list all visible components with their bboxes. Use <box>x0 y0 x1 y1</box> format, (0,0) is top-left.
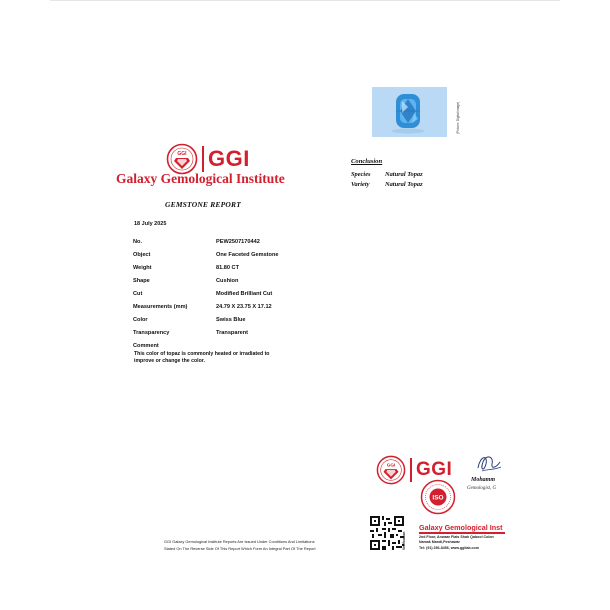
gem-photo <box>372 87 447 137</box>
field-label: Transparency <box>133 329 170 336</box>
field-value: One Faceted Gemstone <box>216 252 279 259</box>
report-title: GEMSTONE REPORT <box>165 200 242 209</box>
address-line-2: Namak Mandi,Peshawar <box>419 540 460 544</box>
brand-short: GGI <box>208 146 250 171</box>
footer-note-line: Stated On The Reverse Side Of This Report Which Form An Integral Part Of The Report <box>164 545 316 551</box>
conclusion-variety <box>351 181 423 188</box>
field-label: Comment <box>133 342 159 349</box>
field-value: 81.80 CT <box>216 265 240 272</box>
address-line-1: 2nd Floor, Anwaar Flats Shah Qabool Colon <box>419 535 494 539</box>
logo-divider <box>202 146 204 172</box>
field-row <box>133 249 278 262</box>
conclusion-key: Species <box>351 171 371 178</box>
field-row <box>133 313 278 326</box>
field-label: Shape <box>133 278 150 285</box>
logo-divider <box>410 458 412 482</box>
comment-text: This color of topaz is commonly heated or irradiated to improve or change the color. <box>134 351 270 365</box>
field-row <box>133 236 278 249</box>
signature-icon <box>474 450 504 476</box>
verification-label: Verification <box>402 531 406 550</box>
qr-code-icon <box>370 516 404 550</box>
phone-line: Tel: (91) 256-8456, www.ggilab.com <box>419 546 479 550</box>
field-value: 24.79 X 23.75 X 17.12 <box>216 303 272 310</box>
field-label: No. <box>133 239 143 246</box>
org-name: Galaxy Gemological Inst <box>419 523 503 532</box>
conclusion-heading: Conclusion <box>351 158 383 165</box>
conclusion-value: Natural Topaz <box>385 171 423 178</box>
conclusion-value: Natural Topaz <box>385 181 423 188</box>
svg-text:GGI: GGI <box>177 151 187 157</box>
photo-caption: (Picture: Digital image) <box>456 101 460 134</box>
svg-text:GGI: GGI <box>386 462 396 468</box>
top-divider <box>50 0 560 1</box>
report-date: 18 July 2025 <box>134 221 167 227</box>
signatory-title: Gemologist, G <box>467 486 497 491</box>
org-underline <box>419 532 505 534</box>
field-row <box>133 262 278 275</box>
field-value: Modified Brilliant Cut <box>216 291 273 297</box>
field-label: Color <box>133 316 148 323</box>
footer-note-line: GGI Galaxy Gemological Institute Reports Are Issued Under Conditions And Limitations <box>164 539 315 544</box>
brand-short: GGI <box>416 459 453 480</box>
field-label: Measurements (mm) <box>133 303 188 310</box>
gemstone-image <box>372 87 447 137</box>
iso-seal-icon <box>420 479 456 515</box>
field-label: Weight <box>133 265 152 272</box>
field-value: PEW2507170442 <box>216 239 260 246</box>
conclusion-species <box>351 171 423 178</box>
footer-note <box>164 539 334 552</box>
field-label: Cut <box>133 291 143 297</box>
report-fields-table <box>133 236 278 352</box>
field-row <box>133 275 278 288</box>
field-row <box>133 288 278 301</box>
signatory-name: Mohamm <box>471 477 496 483</box>
ggi-emblem-icon <box>376 455 406 485</box>
field-value: Cushion <box>216 278 239 285</box>
conclusion-key: Variety <box>351 181 370 188</box>
field-label: Object <box>133 252 151 259</box>
institute-name: Galaxy Gemological Institute <box>116 171 285 186</box>
field-row <box>133 326 278 339</box>
field-value: Transparent <box>216 329 249 336</box>
svg-text:ISO: ISO <box>432 494 444 502</box>
field-row <box>133 300 278 313</box>
field-value: Swiss Blue <box>216 316 246 323</box>
